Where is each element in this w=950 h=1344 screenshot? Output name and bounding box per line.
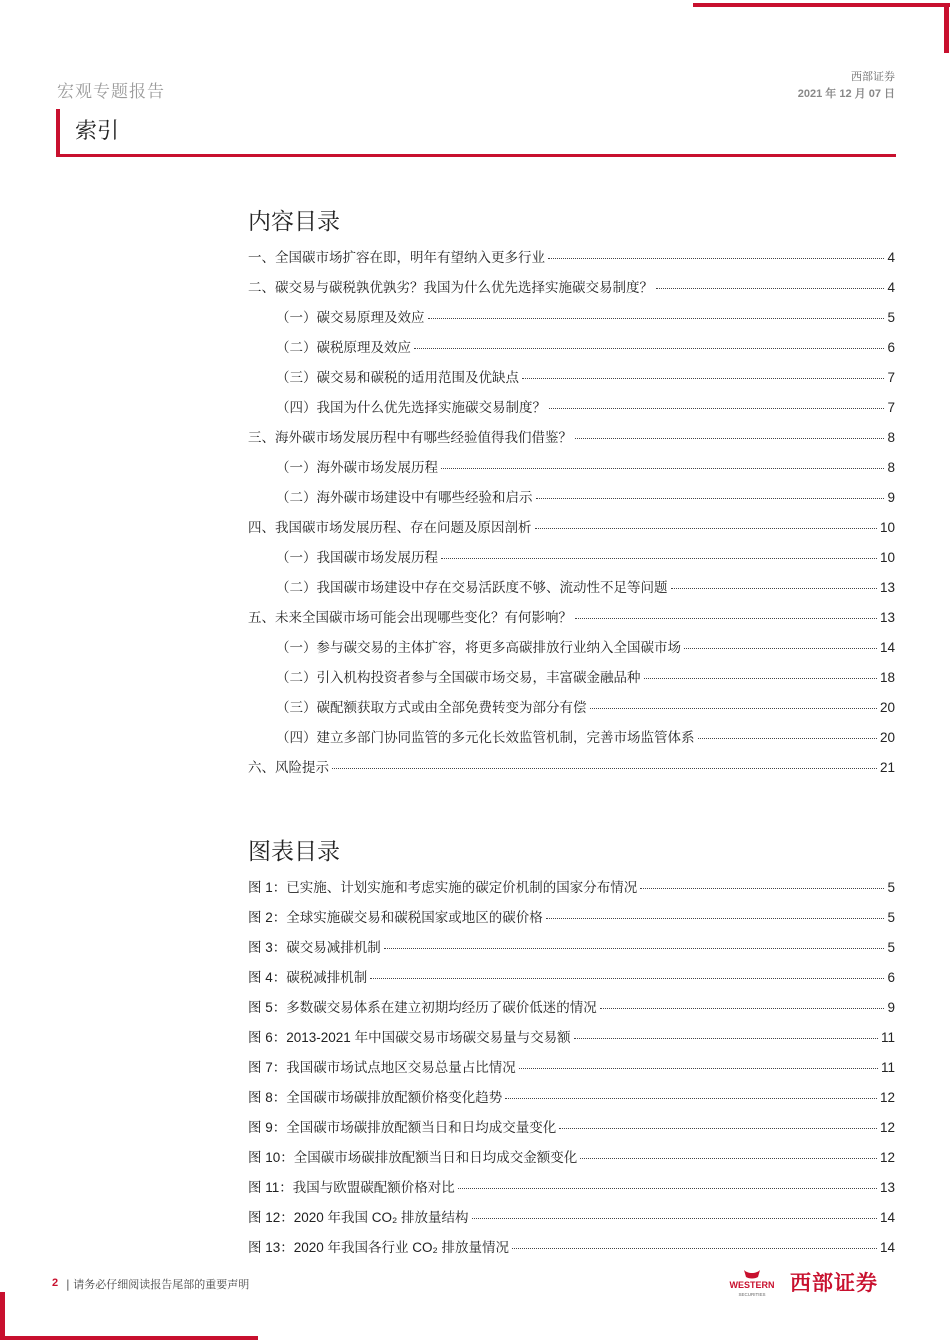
entry-title: （三）碳交易和碳税的适用范围及优缺点 [276,370,519,385]
dot-leader [458,1188,877,1189]
entry-page-number: 6 [887,340,895,355]
entry-title: 图 13：2020 年我国各行业 CO₂ 排放量情况 [248,1240,510,1255]
entry-page-number: 4 [887,280,895,295]
dot-leader [640,888,884,889]
entry-page-number: 13 [879,610,895,625]
entry-page-number: 7 [887,400,895,415]
figure-entry[interactable] [248,1236,895,1266]
entry-title: 图 12：2020 年我国 CO₂ 排放量结构 [248,1210,469,1225]
footer-disclaimer: | 请务必仔细阅读报告尾部的重要声明 [66,1278,250,1291]
corner-decoration-bottom-vertical [0,1292,5,1340]
toc-entry[interactable] [248,246,895,276]
entry-page-number: 8 [887,430,895,445]
entry-page-number: 20 [879,730,895,745]
entry-title: 图 8：全国碳市场碳排放配额价格变化趋势 [248,1090,503,1105]
dot-leader [548,258,884,259]
entry-title: 图 10：全国碳市场碳排放配额当日和日均成交金额变化 [248,1150,578,1165]
toc-entry[interactable] [248,576,895,606]
entry-title: 图 1：已实施、计划实施和考虑实施的碳定价机制的国家分布情况 [248,880,638,895]
figure-entry[interactable] [248,1206,895,1236]
figure-entry[interactable] [248,996,895,1026]
figures-list [248,876,895,1266]
entry-title: 图 9：全国碳市场碳排放配额当日和日均成交量变化 [248,1120,557,1135]
figure-entry[interactable] [248,1146,895,1176]
entry-page-number: 7 [887,370,895,385]
entry-title: 一、全国碳市场扩容在即，明年有望纳入更多行业 [248,250,545,265]
dot-leader [600,1008,885,1009]
dot-leader [441,468,884,469]
toc-entry[interactable] [248,486,895,516]
entry-title: 图 3：碳交易减排机制 [248,940,381,955]
page-number: 2 [52,1277,59,1289]
logo-mark-subtext: SECURITIES [738,1292,766,1297]
toc-entry[interactable] [248,726,895,756]
dot-leader [522,378,884,379]
toc-entry[interactable] [248,276,895,306]
toc-list [248,246,895,786]
broker-logo-text: 西部证券 [790,1271,878,1295]
dot-leader [428,318,885,319]
entry-title: （二）我国碳市场建设中存在交易活跃度不够、流动性不足等问题 [276,580,668,595]
figure-entry[interactable] [248,876,895,906]
figure-entry[interactable] [248,1116,895,1146]
entry-page-number: 9 [887,490,895,505]
entry-page-number: 14 [879,1240,895,1255]
dot-leader [370,978,884,979]
entry-page-number: 8 [887,460,895,475]
entry-title: 图 11：我国与欧盟碳配额价格对比 [248,1180,455,1195]
entry-page-number: 10 [879,520,895,535]
entry-title: （三）碳配额获取方式或由全部免费转变为部分有偿 [276,700,587,715]
toc-entry[interactable] [248,696,895,726]
dot-leader [512,1248,877,1249]
entry-page-number: 12 [879,1120,895,1135]
entry-page-number: 12 [879,1090,895,1105]
dot-leader [549,408,884,409]
entry-page-number: 4 [887,250,895,265]
entry-title: 图 4：碳税减排机制 [248,970,368,985]
entry-title: 三、海外碳市场发展历程中有哪些经验值得我们借鉴？ [248,430,572,445]
dot-leader [535,528,877,529]
toc-entry[interactable] [248,666,895,696]
entry-page-number: 14 [879,1210,895,1225]
entry-title: （二）海外碳市场建设中有哪些经验和启示 [276,490,533,505]
entry-title: （二）碳税原理及效应 [276,340,411,355]
entry-title: 六、风险提示 [248,760,329,775]
dot-leader [671,588,877,589]
entry-title: （四）建立多部门协同监管的多元化长效监管机制，完善市场监管体系 [276,730,695,745]
entry-page-number: 18 [879,670,895,685]
dot-leader [698,738,877,739]
dot-leader [574,1038,878,1039]
entry-title: （一）海外碳市场发展历程 [276,460,438,475]
dot-leader [546,918,885,919]
entry-page-number: 5 [887,880,895,895]
entry-page-number: 6 [887,970,895,985]
entry-page-number: 5 [887,910,895,925]
toc-heading: 内容目录 [248,209,340,235]
toc-entry[interactable] [248,306,895,336]
entry-title: 五、未来全国碳市场可能会出现哪些变化？有何影响？ [248,610,572,625]
entry-title: （一）参与碳交易的主体扩容，将更多高碳排放行业纳入全国碳市场 [276,640,681,655]
entry-page-number: 11 [880,1060,895,1075]
entry-title: 四、我国碳市场发展历程、存在问题及原因剖析 [248,520,532,535]
dot-leader [684,648,877,649]
entry-title: （二）引入机构投资者参与全国碳市场交易，丰富碳金融品种 [276,670,641,685]
toc-entry[interactable] [248,546,895,576]
dot-leader [332,768,877,769]
entry-title: 二、碳交易与碳税孰优孰劣？我国为什么优先选择实施碳交易制度？ [248,280,653,295]
dot-leader [414,348,884,349]
entry-page-number: 14 [879,640,895,655]
report-date: 2021 年 12 月 07 日 [797,88,895,100]
toc-entry[interactable] [248,456,895,486]
figure-entry[interactable] [248,936,895,966]
figures-heading: 图表目录 [248,839,340,865]
entry-title: 图 2：全球实施碳交易和碳税国家或地区的碳价格 [248,910,543,925]
logo-mark-text: WESTERN [729,1280,775,1290]
entry-page-number: 21 [879,760,895,775]
toc-entry[interactable] [248,756,895,786]
dot-leader [575,438,884,439]
dot-leader [590,708,877,709]
entry-title: （四）我国为什么优先选择实施碳交易制度？ [276,400,546,415]
toc-entry[interactable] [248,396,895,426]
corner-decoration-top-vertical [944,3,949,53]
corner-decoration-top [693,3,950,7]
entry-page-number: 13 [879,1180,895,1195]
dot-leader [580,1158,877,1159]
figure-entry[interactable] [248,966,895,996]
corner-decoration-bottom [0,1336,258,1340]
toc-entry[interactable] [248,336,895,366]
toc-entry[interactable] [248,516,895,546]
toc-entry[interactable] [248,606,895,636]
entry-title: 图 7：我国碳市场试点地区交易总量占比情况 [248,1060,516,1075]
entry-page-number: 20 [879,700,895,715]
entry-page-number: 11 [880,1030,895,1045]
toc-entry[interactable] [248,426,895,456]
entry-page-number: 9 [887,1000,895,1015]
dot-leader [441,558,877,559]
dot-leader [519,1068,878,1069]
dot-leader [575,618,877,619]
entry-page-number: 12 [879,1150,895,1165]
toc-entry[interactable] [248,366,895,396]
section-marker [56,109,60,155]
broker-logo-icon [722,1268,782,1298]
entry-page-number: 13 [879,580,895,595]
broker-name: 西部证券 [851,70,895,83]
dot-leader [656,288,884,289]
dot-leader [644,678,877,679]
dot-leader [384,948,885,949]
entry-title: （一）我国碳市场发展历程 [276,550,438,565]
figure-entry[interactable] [248,1176,895,1206]
entry-title: 图 6：2013-2021 年中国碳交易市场碳交易量与交易额 [248,1030,571,1045]
figure-entry[interactable] [248,1026,895,1056]
dot-leader [505,1098,877,1099]
figure-entry[interactable] [248,1086,895,1116]
entry-title: 图 5：多数碳交易体系在建立初期均经历了碳价低迷的情况 [248,1000,597,1015]
dot-leader [472,1218,877,1219]
figure-entry[interactable] [248,906,895,936]
entry-page-number: 10 [879,550,895,565]
header-rule [56,154,896,157]
figure-entry[interactable] [248,1056,895,1086]
entry-page-number: 5 [887,940,895,955]
section-label: 索引 [75,119,120,144]
dot-leader [559,1128,877,1129]
toc-entry[interactable] [248,636,895,666]
entry-page-number: 5 [887,310,895,325]
entry-title: （一）碳交易原理及效应 [276,310,425,325]
report-type: 宏观专题报告 [57,82,165,102]
dot-leader [536,498,885,499]
